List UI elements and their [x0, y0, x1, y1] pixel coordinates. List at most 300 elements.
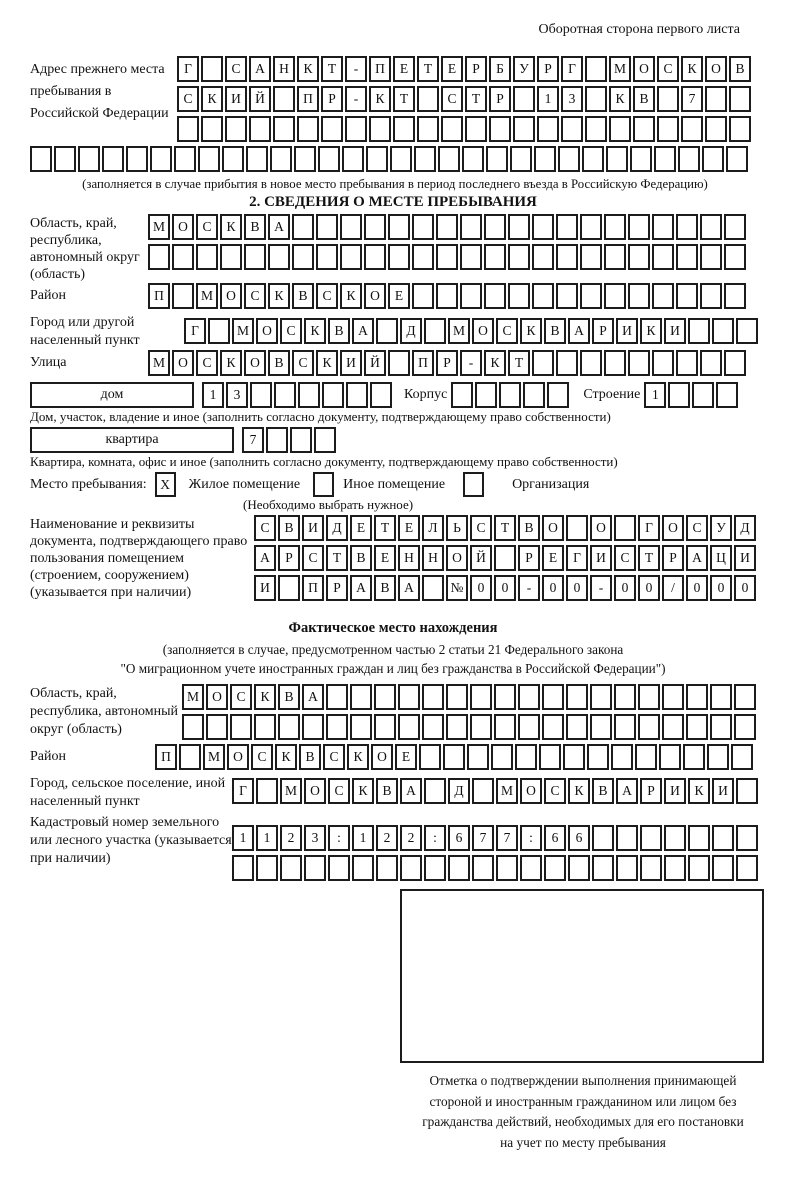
- char-cell[interactable]: Р: [321, 86, 343, 112]
- char-cell[interactable]: И: [616, 318, 638, 344]
- char-cell[interactable]: К: [340, 283, 362, 309]
- char-cell[interactable]: [208, 318, 230, 344]
- char-cell[interactable]: [710, 714, 732, 740]
- char-cell[interactable]: 2: [376, 825, 398, 851]
- char-cell[interactable]: Е: [388, 283, 410, 309]
- char-cell[interactable]: В: [376, 778, 398, 804]
- char-cell[interactable]: С: [657, 56, 679, 82]
- char-cell[interactable]: [566, 684, 588, 710]
- char-cell[interactable]: [424, 855, 446, 881]
- char-cell[interactable]: С: [686, 515, 708, 541]
- char-cell[interactable]: [628, 244, 650, 270]
- char-cell[interactable]: Е: [542, 545, 564, 571]
- char-cell[interactable]: А: [268, 214, 290, 240]
- char-cell[interactable]: 0: [638, 575, 660, 601]
- char-cell[interactable]: [628, 283, 650, 309]
- char-cell[interactable]: С: [196, 350, 218, 376]
- char-cell[interactable]: О: [172, 214, 194, 240]
- char-cell[interactable]: [369, 116, 391, 142]
- char-cell[interactable]: В: [374, 575, 396, 601]
- char-cell[interactable]: [467, 744, 489, 770]
- char-cell[interactable]: [340, 244, 362, 270]
- char-cell[interactable]: [388, 214, 410, 240]
- char-cell[interactable]: К: [369, 86, 391, 112]
- char-cell[interactable]: [370, 382, 392, 408]
- char-cell[interactable]: [683, 744, 705, 770]
- char-cell[interactable]: [724, 350, 746, 376]
- char-cell[interactable]: 0: [734, 575, 756, 601]
- char-cell[interactable]: -: [345, 86, 367, 112]
- char-cell[interactable]: :: [328, 825, 350, 851]
- char-cell[interactable]: 1: [537, 86, 559, 112]
- char-cell[interactable]: 0: [470, 575, 492, 601]
- char-cell[interactable]: Й: [249, 86, 271, 112]
- char-cell[interactable]: Е: [350, 515, 372, 541]
- char-cell[interactable]: [688, 318, 710, 344]
- char-cell[interactable]: [544, 855, 566, 881]
- char-cell[interactable]: М: [232, 318, 254, 344]
- char-cell[interactable]: О: [227, 744, 249, 770]
- char-cell[interactable]: [172, 244, 194, 270]
- char-cell[interactable]: №: [446, 575, 468, 601]
- char-cell[interactable]: Р: [326, 575, 348, 601]
- char-cell[interactable]: О: [542, 515, 564, 541]
- char-cell[interactable]: [318, 146, 340, 172]
- organization-checkbox[interactable]: [463, 472, 484, 497]
- char-cell[interactable]: [126, 146, 148, 172]
- char-cell[interactable]: [419, 744, 441, 770]
- char-cell[interactable]: И: [664, 778, 686, 804]
- char-cell[interactable]: [604, 244, 626, 270]
- char-cell[interactable]: Р: [592, 318, 614, 344]
- char-cell[interactable]: 7: [681, 86, 703, 112]
- char-cell[interactable]: [652, 244, 674, 270]
- char-cell[interactable]: [256, 855, 278, 881]
- char-cell[interactable]: А: [568, 318, 590, 344]
- char-cell[interactable]: Т: [508, 350, 530, 376]
- char-cell[interactable]: Ь: [446, 515, 468, 541]
- char-cell[interactable]: 0: [686, 575, 708, 601]
- char-cell[interactable]: [422, 684, 444, 710]
- char-cell[interactable]: [326, 684, 348, 710]
- char-cell[interactable]: И: [254, 575, 276, 601]
- char-cell[interactable]: С: [470, 515, 492, 541]
- char-cell[interactable]: К: [304, 318, 326, 344]
- char-cell[interactable]: 7: [242, 427, 264, 453]
- char-cell[interactable]: [448, 855, 470, 881]
- char-cell[interactable]: М: [148, 214, 170, 240]
- char-cell[interactable]: [614, 714, 636, 740]
- char-cell[interactable]: С: [302, 545, 324, 571]
- char-cell[interactable]: К: [297, 56, 319, 82]
- char-cell[interactable]: [513, 116, 535, 142]
- char-cell[interactable]: [345, 116, 367, 142]
- char-cell[interactable]: Е: [441, 56, 463, 82]
- char-cell[interactable]: [412, 244, 434, 270]
- char-cell[interactable]: [350, 714, 372, 740]
- char-cell[interactable]: 0: [710, 575, 732, 601]
- char-cell[interactable]: С: [244, 283, 266, 309]
- char-cell[interactable]: [736, 778, 758, 804]
- char-cell[interactable]: [513, 86, 535, 112]
- char-cell[interactable]: С: [614, 545, 636, 571]
- char-cell[interactable]: [484, 214, 506, 240]
- char-cell[interactable]: [609, 116, 631, 142]
- char-cell[interactable]: К: [268, 283, 290, 309]
- char-cell[interactable]: [398, 684, 420, 710]
- char-cell[interactable]: Е: [374, 545, 396, 571]
- char-cell[interactable]: О: [304, 778, 326, 804]
- char-cell[interactable]: [225, 116, 247, 142]
- char-cell[interactable]: 1: [232, 825, 254, 851]
- char-cell[interactable]: [292, 214, 314, 240]
- char-cell[interactable]: [304, 855, 326, 881]
- char-cell[interactable]: [692, 382, 714, 408]
- char-cell[interactable]: Р: [489, 86, 511, 112]
- char-cell[interactable]: -: [518, 575, 540, 601]
- char-cell[interactable]: Й: [470, 545, 492, 571]
- char-cell[interactable]: -: [590, 575, 612, 601]
- char-cell[interactable]: О: [371, 744, 393, 770]
- char-cell[interactable]: К: [220, 350, 242, 376]
- char-cell[interactable]: 3: [561, 86, 583, 112]
- char-cell[interactable]: Т: [321, 56, 343, 82]
- char-cell[interactable]: [376, 855, 398, 881]
- char-cell[interactable]: [232, 855, 254, 881]
- char-cell[interactable]: [736, 318, 758, 344]
- char-cell[interactable]: [422, 575, 444, 601]
- char-cell[interactable]: О: [705, 56, 727, 82]
- char-cell[interactable]: [712, 855, 734, 881]
- char-cell[interactable]: [736, 855, 758, 881]
- char-cell[interactable]: [729, 116, 751, 142]
- char-cell[interactable]: [628, 214, 650, 240]
- char-cell[interactable]: Й: [364, 350, 386, 376]
- char-cell[interactable]: [374, 684, 396, 710]
- char-cell[interactable]: [556, 244, 578, 270]
- char-cell[interactable]: [580, 214, 602, 240]
- char-cell[interactable]: [518, 684, 540, 710]
- char-cell[interactable]: Г: [232, 778, 254, 804]
- char-cell[interactable]: С: [251, 744, 273, 770]
- char-cell[interactable]: [472, 855, 494, 881]
- char-cell[interactable]: [580, 283, 602, 309]
- char-cell[interactable]: [374, 714, 396, 740]
- char-cell[interactable]: [462, 146, 484, 172]
- char-cell[interactable]: С: [328, 778, 350, 804]
- char-cell[interactable]: Г: [638, 515, 660, 541]
- char-cell[interactable]: [532, 214, 554, 240]
- char-cell[interactable]: С: [254, 515, 276, 541]
- char-cell[interactable]: [388, 350, 410, 376]
- char-cell[interactable]: [54, 146, 76, 172]
- char-cell[interactable]: [486, 146, 508, 172]
- char-cell[interactable]: С: [544, 778, 566, 804]
- char-cell[interactable]: К: [347, 744, 369, 770]
- char-cell[interactable]: [414, 146, 436, 172]
- char-cell[interactable]: [547, 382, 569, 408]
- char-cell[interactable]: [515, 744, 537, 770]
- char-cell[interactable]: О: [220, 283, 242, 309]
- char-cell[interactable]: :: [520, 825, 542, 851]
- char-cell[interactable]: [676, 214, 698, 240]
- char-cell[interactable]: [316, 244, 338, 270]
- char-cell[interactable]: О: [520, 778, 542, 804]
- char-cell[interactable]: [614, 684, 636, 710]
- char-cell[interactable]: [494, 684, 516, 710]
- char-cell[interactable]: С: [292, 350, 314, 376]
- char-cell[interactable]: [328, 855, 350, 881]
- char-cell[interactable]: [616, 825, 638, 851]
- char-cell[interactable]: [436, 283, 458, 309]
- char-cell[interactable]: И: [340, 350, 362, 376]
- char-cell[interactable]: [532, 350, 554, 376]
- char-cell[interactable]: [537, 116, 559, 142]
- char-cell[interactable]: А: [398, 575, 420, 601]
- char-cell[interactable]: [417, 86, 439, 112]
- char-cell[interactable]: И: [590, 545, 612, 571]
- char-cell[interactable]: [563, 744, 585, 770]
- char-cell[interactable]: [556, 283, 578, 309]
- char-cell[interactable]: О: [590, 515, 612, 541]
- char-cell[interactable]: [731, 744, 753, 770]
- char-cell[interactable]: Г: [184, 318, 206, 344]
- char-cell[interactable]: С: [316, 283, 338, 309]
- char-cell[interactable]: О: [446, 545, 468, 571]
- char-cell[interactable]: [278, 714, 300, 740]
- char-cell[interactable]: О: [244, 350, 266, 376]
- char-cell[interactable]: О: [633, 56, 655, 82]
- char-cell[interactable]: [326, 714, 348, 740]
- char-cell[interactable]: А: [249, 56, 271, 82]
- char-cell[interactable]: [662, 684, 684, 710]
- char-cell[interactable]: [592, 825, 614, 851]
- char-cell[interactable]: В: [278, 684, 300, 710]
- char-cell[interactable]: [294, 146, 316, 172]
- char-cell[interactable]: [710, 684, 732, 710]
- char-cell[interactable]: Р: [662, 545, 684, 571]
- char-cell[interactable]: [590, 684, 612, 710]
- char-cell[interactable]: [676, 350, 698, 376]
- char-cell[interactable]: Е: [395, 744, 417, 770]
- char-cell[interactable]: [558, 146, 580, 172]
- char-cell[interactable]: 7: [472, 825, 494, 851]
- char-cell[interactable]: В: [592, 778, 614, 804]
- char-cell[interactable]: [298, 382, 320, 408]
- char-cell[interactable]: [268, 244, 290, 270]
- char-cell[interactable]: 3: [304, 825, 326, 851]
- char-cell[interactable]: [393, 116, 415, 142]
- char-cell[interactable]: [273, 116, 295, 142]
- char-cell[interactable]: [604, 214, 626, 240]
- char-cell[interactable]: Д: [400, 318, 422, 344]
- char-cell[interactable]: [342, 146, 364, 172]
- char-cell[interactable]: [700, 244, 722, 270]
- char-cell[interactable]: [198, 146, 220, 172]
- char-cell[interactable]: [510, 146, 532, 172]
- char-cell[interactable]: [352, 855, 374, 881]
- char-cell[interactable]: У: [710, 515, 732, 541]
- char-cell[interactable]: [364, 244, 386, 270]
- char-cell[interactable]: [611, 744, 633, 770]
- char-cell[interactable]: С: [225, 56, 247, 82]
- char-cell[interactable]: П: [155, 744, 177, 770]
- char-cell[interactable]: [734, 684, 756, 710]
- char-cell[interactable]: Т: [465, 86, 487, 112]
- char-cell[interactable]: [566, 515, 588, 541]
- char-cell[interactable]: 1: [352, 825, 374, 851]
- char-cell[interactable]: [390, 146, 412, 172]
- char-cell[interactable]: Ц: [710, 545, 732, 571]
- char-cell[interactable]: [489, 116, 511, 142]
- char-cell[interactable]: 6: [544, 825, 566, 851]
- char-cell[interactable]: [322, 382, 344, 408]
- char-cell[interactable]: П: [148, 283, 170, 309]
- char-cell[interactable]: К: [316, 350, 338, 376]
- char-cell[interactable]: [657, 116, 679, 142]
- char-cell[interactable]: [580, 350, 602, 376]
- char-cell[interactable]: Р: [537, 56, 559, 82]
- char-cell[interactable]: [250, 382, 272, 408]
- char-cell[interactable]: 3: [226, 382, 248, 408]
- char-cell[interactable]: [438, 146, 460, 172]
- char-cell[interactable]: Т: [326, 545, 348, 571]
- char-cell[interactable]: С: [230, 684, 252, 710]
- char-cell[interactable]: О: [662, 515, 684, 541]
- char-cell[interactable]: С: [196, 214, 218, 240]
- char-cell[interactable]: К: [688, 778, 710, 804]
- char-cell[interactable]: [590, 714, 612, 740]
- char-cell[interactable]: С: [496, 318, 518, 344]
- char-cell[interactable]: [446, 714, 468, 740]
- char-cell[interactable]: [606, 146, 628, 172]
- char-cell[interactable]: О: [364, 283, 386, 309]
- char-cell[interactable]: [676, 244, 698, 270]
- char-cell[interactable]: А: [400, 778, 422, 804]
- char-cell[interactable]: [150, 146, 172, 172]
- char-cell[interactable]: [652, 214, 674, 240]
- char-cell[interactable]: [364, 214, 386, 240]
- char-cell[interactable]: [196, 244, 218, 270]
- char-cell[interactable]: [614, 515, 636, 541]
- char-cell[interactable]: Е: [393, 56, 415, 82]
- char-cell[interactable]: В: [633, 86, 655, 112]
- char-cell[interactable]: [566, 714, 588, 740]
- char-cell[interactable]: [78, 146, 100, 172]
- char-cell[interactable]: [201, 56, 223, 82]
- char-cell[interactable]: [222, 146, 244, 172]
- char-cell[interactable]: Л: [422, 515, 444, 541]
- char-cell[interactable]: Р: [436, 350, 458, 376]
- char-cell[interactable]: М: [280, 778, 302, 804]
- char-cell[interactable]: [278, 575, 300, 601]
- char-cell[interactable]: [628, 350, 650, 376]
- char-cell[interactable]: Т: [393, 86, 415, 112]
- char-cell[interactable]: Р: [640, 778, 662, 804]
- char-cell[interactable]: [230, 714, 252, 740]
- char-cell[interactable]: 0: [566, 575, 588, 601]
- char-cell[interactable]: [206, 714, 228, 740]
- char-cell[interactable]: [662, 714, 684, 740]
- char-cell[interactable]: Р: [518, 545, 540, 571]
- char-cell[interactable]: [316, 214, 338, 240]
- char-cell[interactable]: Р: [465, 56, 487, 82]
- char-cell[interactable]: М: [203, 744, 225, 770]
- char-cell[interactable]: А: [616, 778, 638, 804]
- char-cell[interactable]: 0: [614, 575, 636, 601]
- char-cell[interactable]: [568, 855, 590, 881]
- char-cell[interactable]: [484, 244, 506, 270]
- char-cell[interactable]: В: [544, 318, 566, 344]
- char-cell[interactable]: Д: [326, 515, 348, 541]
- char-cell[interactable]: Д: [448, 778, 470, 804]
- char-cell[interactable]: М: [196, 283, 218, 309]
- char-cell[interactable]: И: [712, 778, 734, 804]
- char-cell[interactable]: [736, 825, 758, 851]
- char-cell[interactable]: П: [297, 86, 319, 112]
- char-cell[interactable]: [542, 714, 564, 740]
- char-cell[interactable]: [700, 283, 722, 309]
- char-cell[interactable]: [534, 146, 556, 172]
- char-cell[interactable]: К: [201, 86, 223, 112]
- char-cell[interactable]: [702, 146, 724, 172]
- char-cell[interactable]: [520, 855, 542, 881]
- char-cell[interactable]: К: [352, 778, 374, 804]
- char-cell[interactable]: В: [299, 744, 321, 770]
- char-cell[interactable]: [640, 825, 662, 851]
- char-cell[interactable]: К: [640, 318, 662, 344]
- char-cell[interactable]: [724, 283, 746, 309]
- char-cell[interactable]: Б: [489, 56, 511, 82]
- char-cell[interactable]: В: [278, 515, 300, 541]
- char-cell[interactable]: [523, 382, 545, 408]
- char-cell[interactable]: [249, 116, 271, 142]
- char-cell[interactable]: [734, 714, 756, 740]
- char-cell[interactable]: [412, 283, 434, 309]
- char-cell[interactable]: [346, 382, 368, 408]
- char-cell[interactable]: [668, 382, 690, 408]
- char-cell[interactable]: К: [609, 86, 631, 112]
- char-cell[interactable]: [366, 146, 388, 172]
- char-cell[interactable]: П: [302, 575, 324, 601]
- char-cell[interactable]: [700, 350, 722, 376]
- char-cell[interactable]: В: [292, 283, 314, 309]
- char-cell[interactable]: [297, 116, 319, 142]
- char-cell[interactable]: М: [448, 318, 470, 344]
- char-cell[interactable]: В: [268, 350, 290, 376]
- char-cell[interactable]: И: [225, 86, 247, 112]
- char-cell[interactable]: 0: [494, 575, 516, 601]
- char-cell[interactable]: 7: [496, 825, 518, 851]
- char-cell[interactable]: Т: [374, 515, 396, 541]
- char-cell[interactable]: [726, 146, 748, 172]
- char-cell[interactable]: [422, 714, 444, 740]
- char-cell[interactable]: [388, 244, 410, 270]
- char-cell[interactable]: [172, 283, 194, 309]
- char-cell[interactable]: [436, 244, 458, 270]
- char-cell[interactable]: 6: [448, 825, 470, 851]
- char-cell[interactable]: [724, 214, 746, 240]
- char-cell[interactable]: К: [254, 684, 276, 710]
- char-cell[interactable]: В: [518, 515, 540, 541]
- char-cell[interactable]: [556, 214, 578, 240]
- char-cell[interactable]: У: [513, 56, 535, 82]
- char-cell[interactable]: 1: [256, 825, 278, 851]
- char-cell[interactable]: 2: [400, 825, 422, 851]
- char-cell[interactable]: [652, 350, 674, 376]
- residential-checkbox[interactable]: X: [155, 472, 176, 497]
- char-cell[interactable]: [30, 146, 52, 172]
